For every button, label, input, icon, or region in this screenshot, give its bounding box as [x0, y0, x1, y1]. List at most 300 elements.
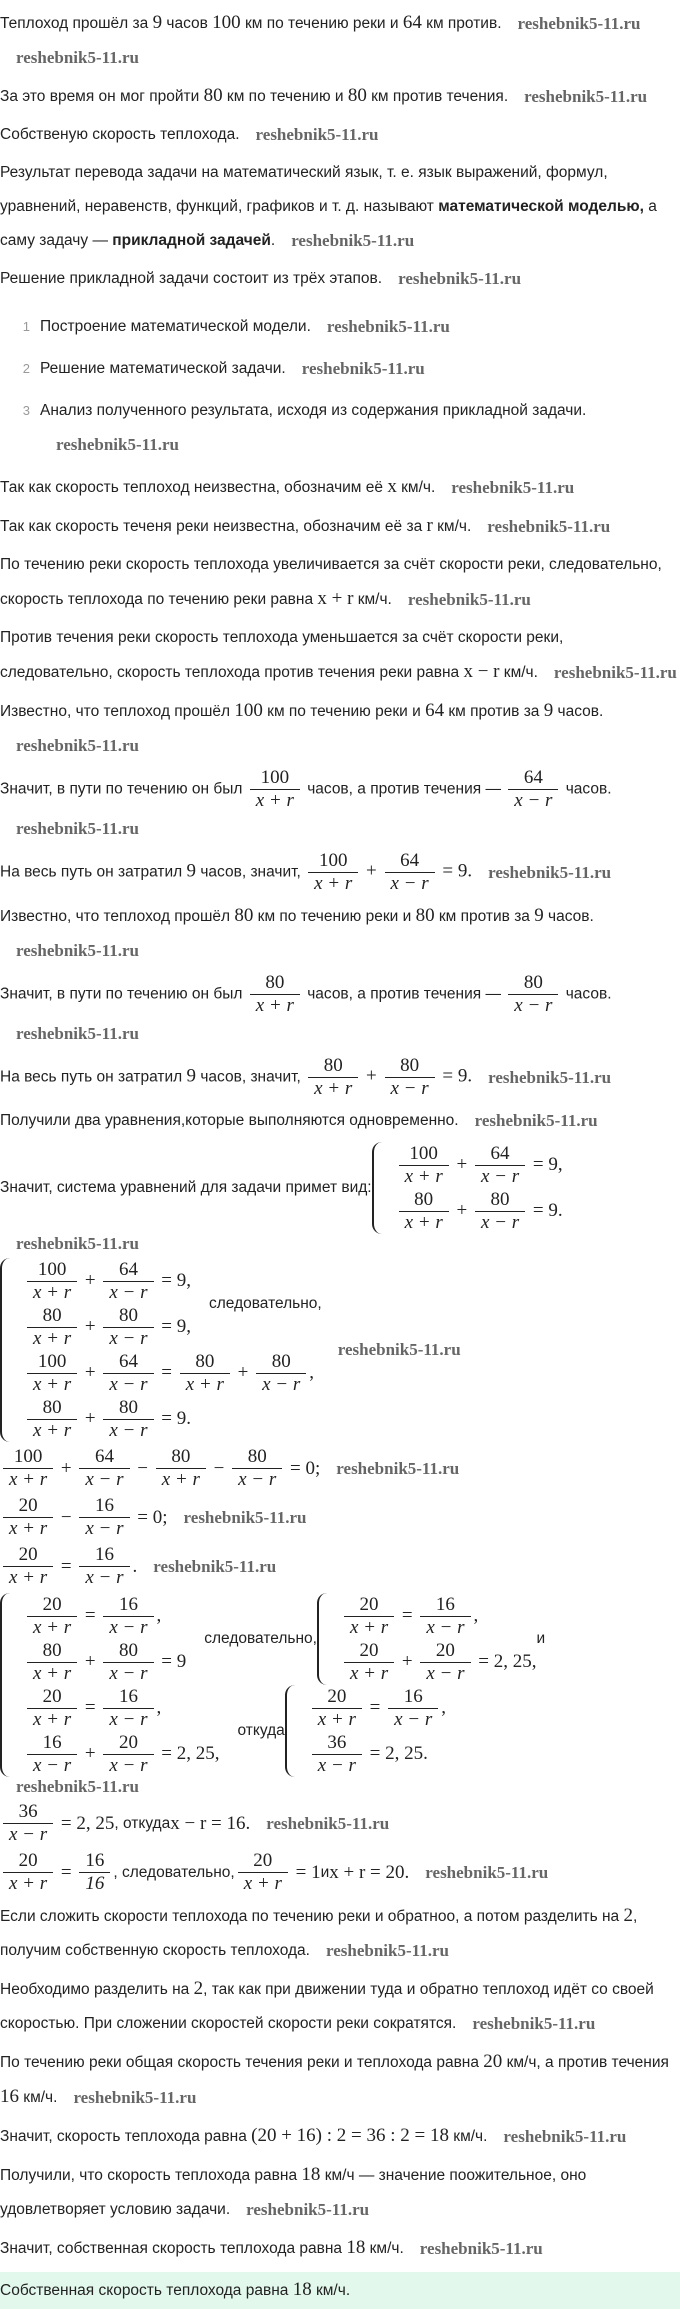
fraction-numerator: 20 [238, 1850, 288, 1873]
math-expression: = 2, 25, [156, 1743, 220, 1764]
fraction-numerator: 20 [3, 1495, 53, 1518]
text-run: км по течению реки и [253, 908, 416, 925]
fraction [27, 1686, 77, 1731]
fraction-numerator: 80 [308, 1055, 358, 1078]
paragraph [0, 972, 680, 1051]
list-item-text: Решение математической задачи. reshebnik5-11.ru [40, 358, 425, 378]
fraction [420, 1594, 470, 1639]
math-expression: 9 [534, 905, 544, 926]
math-expression: = 9 [156, 1651, 187, 1672]
fraction-numerator: 80 [103, 1397, 153, 1420]
equation [0, 1446, 680, 1491]
watermark: reshebnik5-11.ru [553, 662, 677, 682]
fraction [312, 1732, 362, 1777]
list-item-text: Построение математической модели. reshebnik5-11.ru [40, 316, 450, 336]
fraction-denominator: x − r [109, 1708, 148, 1730]
left-brace-icon [372, 1142, 388, 1234]
watermark: reshebnik5-11.ru [16, 818, 139, 838]
watermark: reshebnik5-11.ru [56, 434, 179, 454]
fraction [385, 1055, 435, 1100]
math-expression: − [56, 1506, 77, 1528]
fraction-denominator: x + r [33, 1281, 72, 1303]
text-run: Так как скорость теченя реки неизвестна, обозначим её за [0, 518, 427, 535]
text-run: , откуда [114, 1814, 171, 1832]
watermark: reshebnik5-11.ru [16, 1777, 139, 1796]
text-run: За это время он мог пройти [0, 88, 204, 105]
math-expression: + [232, 1362, 254, 1383]
fraction-numerator: 64 [103, 1351, 153, 1374]
fraction [27, 1732, 77, 1777]
watermark: reshebnik5-11.ru [451, 477, 575, 497]
left-brace-icon [0, 1593, 16, 1777]
math-expression: + [80, 1270, 101, 1291]
system-rows [396, 1142, 563, 1234]
math-expression: + [361, 1065, 382, 1087]
text-run: км против за [444, 703, 544, 720]
text-run: Известно, что теплоход прошёл [0, 703, 235, 720]
fraction [308, 1055, 358, 1100]
text-run: а саму задачу — [0, 198, 657, 249]
math-expression: + [56, 1457, 77, 1479]
text-run: Собственую скорость теплохода. [0, 126, 240, 143]
fraction-denominator: x + r [33, 1662, 72, 1684]
math-expression: 18 [301, 2164, 321, 2185]
bold-term: математической моделью, [438, 198, 644, 215]
fraction [250, 972, 300, 1017]
fraction-denominator: x − r [480, 1165, 520, 1187]
text-run: Результат перевода задачи на математический язык, т. е. язык выражений, формул, уравнений, неравенств, функций, графиков и т. д. называют [0, 164, 608, 215]
text-run: Собственная скорость теплохода равна [0, 2282, 293, 2299]
watermark: reshebnik5-11.ru [16, 940, 139, 960]
watermark: reshebnik5-11.ru [517, 13, 641, 33]
equation [0, 1801, 680, 1846]
text-run: Решение прикладной задачи состоит из трёх этапов. [0, 270, 383, 287]
fraction-numerator: 80 [250, 972, 300, 995]
text-run: км/ч. [448, 2128, 488, 2145]
fraction-numerator: 80 [156, 1446, 206, 1469]
fraction [232, 1446, 282, 1491]
fraction-denominator: x − r [109, 1662, 148, 1684]
fraction [312, 1686, 362, 1731]
fraction-numerator: 20 [3, 1544, 53, 1567]
text-run: Значит, собственная скорость теплохода равна [0, 2240, 347, 2257]
system-groups [24, 1593, 545, 1777]
system-row [396, 1188, 563, 1234]
fraction-numerator: 64 [79, 1446, 129, 1469]
fraction-denominator: x + r [9, 1518, 48, 1539]
text-run: Значит, система уравнений для задачи примет вид: [0, 1179, 372, 1196]
watermark: reshebnik5-11.ru [487, 516, 611, 536]
equation [0, 1850, 680, 1895]
text-run: км по течению реки и [240, 15, 403, 32]
text-run: км/ч, а против течения [502, 2054, 669, 2071]
fraction-numerator: 80 [103, 1640, 153, 1663]
fraction-numerator: 20 [344, 1594, 394, 1617]
math-expression: = 2, 25 [56, 1812, 115, 1834]
fraction-denominator: x − r [514, 790, 553, 811]
fraction-denominator: x + r [9, 1873, 48, 1894]
fraction-denominator: x − r [85, 1469, 124, 1490]
math-expression: = [56, 1861, 77, 1883]
paragraph [0, 2119, 680, 2154]
paragraph [0, 1104, 680, 1138]
math-expression: 9 [186, 1065, 197, 1087]
math-expression: = [156, 1362, 177, 1383]
system-row [24, 1639, 186, 1685]
text-run: и [536, 1630, 546, 1647]
text-run: Теплоход прошёл за [0, 15, 153, 32]
fraction [103, 1397, 153, 1442]
fraction [27, 1305, 77, 1350]
fraction-denominator: x + r [185, 1373, 224, 1395]
fraction-numerator: 80 [256, 1351, 306, 1374]
system-row [309, 1731, 446, 1777]
group-conclusion [209, 1294, 322, 1314]
fraction [344, 1594, 394, 1639]
fraction-denominator: x − r [109, 1419, 148, 1441]
math-expression: = 2, 25. [364, 1743, 428, 1764]
math-expression: = 9, [156, 1316, 191, 1337]
paragraph [0, 1055, 680, 1100]
fraction [103, 1259, 153, 1304]
fraction-denominator: x − r [426, 1616, 465, 1638]
system-row [396, 1142, 563, 1188]
math-expression: = 0; [132, 1506, 168, 1528]
fraction-numerator: 100 [399, 1143, 449, 1166]
text-run: Против течения реки скорость теплохода уменьшается за счёт скорости реки, следовательно, скорость теплохода против течения реки равна [0, 629, 564, 681]
text-run: Получили два уравнения,которые выполняются одновременно. [0, 1112, 459, 1129]
watermark: reshebnik5-11.ru [183, 1507, 307, 1527]
system-rows [309, 1685, 446, 1777]
math-expression: 100 [212, 12, 241, 33]
left-brace-icon [317, 1593, 333, 1685]
fraction [475, 1143, 525, 1188]
text-run: часов. [543, 908, 594, 925]
watermark: reshebnik5-11.ru [153, 1556, 277, 1576]
math-expression: 20 [483, 2051, 503, 2072]
equation [0, 1495, 680, 1540]
watermark: reshebnik5-11.ru [255, 124, 379, 144]
system-row [24, 1731, 220, 1777]
fraction [103, 1640, 153, 1685]
equation-system [372, 1142, 563, 1234]
paragraph [0, 470, 680, 505]
fraction [79, 1446, 129, 1491]
fraction [27, 1351, 77, 1396]
math-expression: 2 [193, 1978, 204, 1999]
text-run: На весь путь он затратил [0, 1068, 187, 1086]
equation-system [0, 1258, 322, 1442]
text-run: часов. [561, 985, 612, 1003]
math-expression: 64 [402, 12, 422, 33]
fraction [79, 1850, 110, 1895]
fraction-denominator: x − r [262, 1373, 301, 1395]
paragraph [0, 850, 680, 895]
equation-system-block [0, 1258, 680, 1442]
list-number: 1 [22, 319, 30, 334]
fraction-numerator: 64 [385, 850, 435, 873]
fraction-numerator: 16 [388, 1686, 438, 1709]
left-brace-icon [0, 1258, 16, 1442]
fraction [256, 1351, 306, 1396]
fraction-numerator: 80 [508, 972, 558, 995]
fraction-denominator: x − r [109, 1616, 148, 1638]
text-run: , так как при движении туда и обратно теплоход идёт со своей скоростью. При сложении скоростей скорости реки сократятся. [0, 1981, 654, 2032]
fraction [399, 1189, 449, 1234]
fraction-numerator: 16 [79, 1495, 129, 1518]
math-expression: 2 [623, 1905, 633, 1926]
math-expression: − [208, 1457, 230, 1479]
math-expression: 80 [347, 85, 367, 106]
math-expression: = [56, 1555, 77, 1577]
text-run: км против течения. [366, 88, 509, 105]
list-item [0, 352, 680, 386]
text-run: и [320, 1863, 330, 1881]
fraction-numerator: 100 [308, 850, 358, 873]
fraction-numerator: 64 [508, 767, 558, 790]
math-expression: + [80, 1408, 101, 1429]
watermark: reshebnik5-11.ru [326, 316, 450, 336]
left-brace-icon [285, 1685, 301, 1777]
fraction [3, 1446, 53, 1491]
watermark: reshebnik5-11.ru [474, 1110, 598, 1130]
fraction [508, 972, 558, 1017]
text-run: следовательно, [204, 1630, 317, 1647]
list-item [0, 310, 680, 344]
paragraph [0, 156, 680, 258]
paragraph [0, 621, 680, 690]
text-run: часов. [561, 780, 612, 798]
fraction-denominator: x + r [9, 1469, 48, 1490]
math-expression: = 9. [437, 860, 473, 882]
fraction [103, 1732, 153, 1777]
list-item-text: Анализ полученного результата, исходя из содержания прикладной задачи.reshebnik5-11.ru [40, 402, 587, 454]
fraction-denominator: x + r [349, 1662, 389, 1684]
math-expression: 100 [234, 700, 263, 721]
fraction [308, 850, 358, 895]
text-run: км по течению реки и [262, 703, 426, 720]
paragraph [0, 1972, 680, 2041]
math-expression: = 2, 25, [473, 1651, 537, 1672]
text-run: часов [162, 15, 213, 32]
math-expression: + [80, 1316, 101, 1337]
paragraph [0, 509, 680, 544]
text-run: Если сложить скорости теплохода по течению реки и обратноо, а потом разделить на [0, 1908, 624, 1925]
text-run: часов, значит, [196, 1068, 306, 1086]
text-run: Значит, в пути по течению он был [0, 985, 247, 1003]
fraction [420, 1640, 470, 1685]
equation-system [0, 1593, 545, 1777]
fraction-denominator: x + r [9, 1567, 48, 1588]
text-run: Известно, что теплоход прошёл [0, 908, 235, 925]
fraction [79, 1495, 129, 1540]
fraction [3, 1495, 53, 1540]
math-expression: = 9. [528, 1200, 563, 1221]
system-row [341, 1593, 537, 1639]
fraction-denominator: x + r [314, 873, 353, 894]
fraction-denominator: x + r [255, 995, 294, 1016]
system-group [24, 1350, 322, 1442]
fraction-numerator: 80 [385, 1055, 435, 1078]
watermark: reshebnik5-11.ru [336, 1458, 460, 1478]
watermark: reshebnik5-11.ru [503, 2126, 627, 2146]
fraction-numerator: 100 [3, 1446, 53, 1469]
fraction [238, 1850, 288, 1895]
fraction-denominator: x + r [349, 1616, 389, 1638]
text-run: часов, значит, [196, 863, 306, 881]
fraction [388, 1686, 438, 1731]
fraction [79, 1544, 129, 1589]
fraction-numerator: 64 [475, 1143, 525, 1166]
fraction [27, 1640, 77, 1685]
text-run: км/ч. [396, 479, 436, 496]
math-expression: 9 [186, 860, 197, 882]
paragraph [0, 1899, 680, 1968]
fraction-numerator: 100 [27, 1259, 77, 1282]
watermark: reshebnik5-11.ru [291, 230, 415, 250]
text-run: откуда [237, 1722, 285, 1739]
watermark: reshebnik5-11.ru [398, 268, 522, 288]
fraction-denominator: x − r [390, 1078, 429, 1099]
math-expression: = 1 [290, 1861, 321, 1883]
fraction-numerator: 80 [475, 1189, 525, 1212]
fraction-numerator: 80 [27, 1640, 77, 1663]
system-rows [24, 1350, 314, 1442]
group-conclusion [204, 1593, 545, 1685]
watermark: reshebnik5-11.ru [524, 86, 648, 106]
system-groups [24, 1258, 322, 1442]
math-expression: 18 [292, 2279, 312, 2300]
watermark: reshebnik5-11.ru [73, 2087, 197, 2107]
fraction-denominator: x − r [109, 1281, 148, 1303]
fraction-numerator: 20 [27, 1594, 77, 1617]
fraction-numerator: 20 [420, 1640, 470, 1663]
math-expression: = 9, [156, 1270, 191, 1291]
watermark: reshebnik5-11.ru [337, 1340, 461, 1359]
watermark: reshebnik5-11.ru [16, 735, 139, 755]
math-expression: 16 [0, 2086, 19, 2107]
watermark: reshebnik5-11.ru [16, 1023, 139, 1043]
fraction-numerator: 36 [312, 1732, 362, 1755]
math-expression: 64 [425, 700, 445, 721]
math-expression: 80 [415, 905, 435, 926]
math-expression: = [80, 1605, 101, 1626]
math-expression: + [80, 1743, 101, 1764]
math-expression: 80 [234, 905, 254, 926]
system-row [24, 1685, 220, 1731]
text-run: следовательно, [209, 1295, 322, 1312]
fraction-denominator: 16 [85, 1873, 105, 1894]
watermark: reshebnik5-11.ru [266, 1813, 390, 1833]
math-expression: = 9. [156, 1408, 191, 1429]
watermark: reshebnik5-11.ru [488, 862, 612, 882]
watermark: reshebnik5-11.ru [16, 1234, 139, 1253]
fraction-numerator: 20 [344, 1640, 394, 1663]
fraction-numerator: 16 [103, 1686, 153, 1709]
paragraph [0, 6, 680, 75]
fraction-denominator: x + r [255, 790, 294, 811]
system-group [24, 1685, 545, 1777]
math-expression: = 9. [437, 1065, 473, 1087]
math-expression: = [364, 1697, 386, 1718]
paragraph [0, 2158, 680, 2227]
fraction-denominator: x − r [85, 1518, 124, 1539]
text-run: км по течению и [222, 88, 348, 105]
fraction [3, 1850, 53, 1895]
text-run: часов, а против течения — [302, 985, 506, 1003]
fraction-denominator: x + r [314, 1078, 353, 1099]
fraction-denominator: x − r [238, 1469, 277, 1490]
steps-list [0, 310, 680, 462]
math-expression: + [80, 1651, 101, 1672]
equation-system [285, 1685, 446, 1777]
fraction-denominator: x + r [404, 1211, 443, 1233]
text-run: . [270, 232, 276, 249]
fraction-denominator: x − r [109, 1373, 148, 1395]
math-expression: , [441, 1697, 447, 1718]
paragraph [0, 2045, 680, 2115]
fraction [399, 1143, 449, 1188]
fraction-numerator: 20 [27, 1686, 77, 1709]
math-expression: 9 [152, 12, 163, 33]
math-expression: , [156, 1697, 162, 1718]
list-number: 2 [22, 361, 30, 376]
system-group [24, 1593, 545, 1685]
watermark: reshebnik5-11.ru [425, 1862, 549, 1882]
paragraph [0, 2231, 680, 2266]
fraction [508, 767, 558, 812]
text-run: км/ч. [311, 2282, 351, 2299]
fraction-denominator: x + r [33, 1327, 72, 1349]
fraction-numerator: 80 [180, 1351, 230, 1374]
fraction [3, 1544, 53, 1589]
math-expression: = [397, 1605, 418, 1626]
text-run: км против за [434, 908, 535, 925]
math-expression: x − r [463, 661, 500, 682]
text-run: км/ч. [365, 2240, 404, 2257]
fraction-numerator: 80 [399, 1189, 449, 1212]
math-expression: x − r = 16. [170, 1812, 251, 1834]
fraction [27, 1397, 77, 1442]
text-run: , следовательно, [113, 1863, 235, 1881]
text-run: км/ч. [353, 591, 392, 608]
text-run: км против. [421, 15, 502, 32]
equation [0, 1544, 680, 1589]
math-expression: = [80, 1697, 101, 1718]
math-expression: + [397, 1651, 418, 1672]
system-row [24, 1258, 191, 1304]
fraction-numerator: 100 [250, 767, 300, 790]
math-expression: (20 + 16) : 2 = 36 : 2 = 18 [251, 2125, 449, 2146]
fraction-denominator: x + r [161, 1469, 200, 1490]
fraction-denominator: x + r [33, 1373, 72, 1395]
system-row [24, 1593, 186, 1639]
fraction-denominator: x + r [33, 1419, 72, 1441]
math-expression: , [473, 1605, 479, 1626]
fraction [103, 1351, 153, 1396]
paragraph [0, 899, 680, 968]
system-rows [24, 1685, 220, 1777]
watermark: reshebnik5-11.ru [407, 589, 531, 609]
fraction-denominator: x − r [9, 1824, 48, 1845]
fraction [27, 1594, 77, 1639]
text-run: Получили, что скорость теплохода равна [0, 2167, 302, 2184]
fraction-denominator: x + r [33, 1708, 72, 1730]
paragraph [0, 548, 680, 617]
watermark: reshebnik5-11.ru [301, 358, 425, 378]
math-expression: + [361, 860, 382, 882]
system-row [24, 1350, 314, 1396]
